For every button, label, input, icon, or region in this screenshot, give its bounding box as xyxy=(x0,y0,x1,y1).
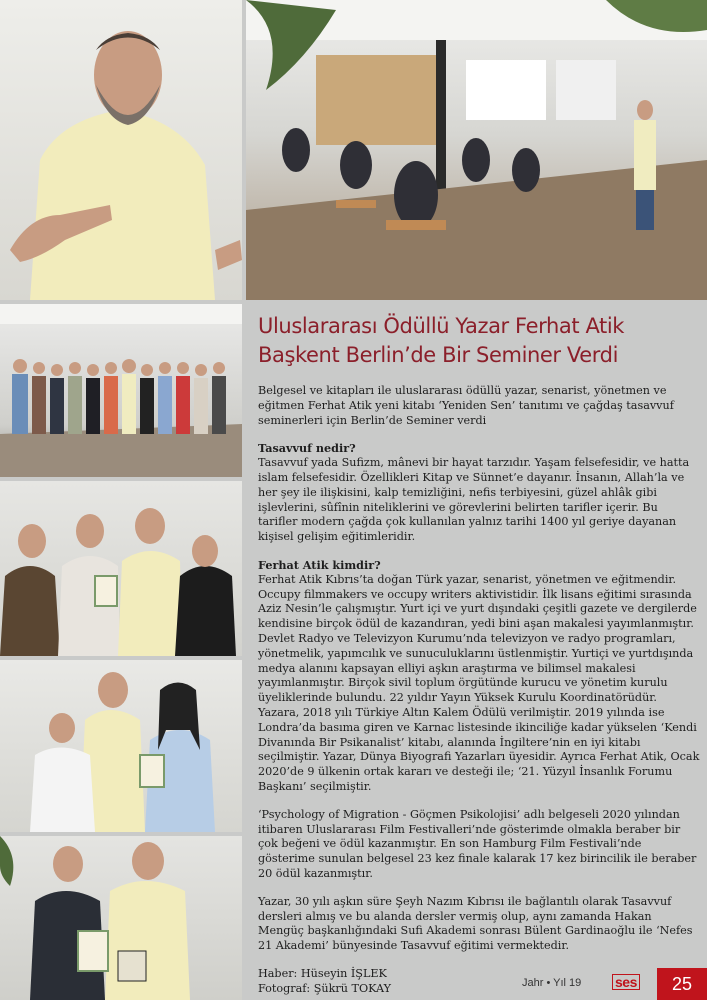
article-body xyxy=(258,384,700,996)
paragraph-education: Yazar, 30 yılı aşkın süre Şeyh Nazım Kıbrısı ile bağlantılı olarak Tasavvuf dersleri almış ve bu alanda dersler vermiş olup, aynı zamanda Hakan Mengüç başkanlığındaki Sufi Akademi sonrası Bülent Gardinaoğlu ile ‘Nefes 21 Akademi’ bünyesinde Tasavvuf eğitimi vermektedir. xyxy=(258,894,693,953)
page-number: 25 xyxy=(657,968,707,1000)
issue-label: Jahr • Yıl 19 xyxy=(522,977,582,989)
paragraph-biography: Ferhat Atik Kıbrıs’ta doğan Türk yazar, senarist, yönetmen ve eğitmendir. Occupy filmmakers ve occupy writers aktivistidir. İlk lisans eğitimi sırasında Aziz Nesin’le çalışmıştır. Yurt içi ve yurt dışındaki çeşitli gazete ve dergilerde kendisine birçok ödül de kazandıran, yedi bini aşan makalesi yayımlanmıştır. Devlet Radyo ve Televizyon Kurumu’nda televizyon ve radyo programları, yönetmelik, yapımcılık ve sunuculuklarını üstlenmiştir. Yurtiçi ve yurtdışında medya alanını kapsayan elliyi aşkın araştırma ve bilimsel makalesi yayımlanmıştır. Birçok sivil toplum örgütünde kurucu ve yönetim kurulu üyeliklerinde bulundu. 22 yıldır Yayın Yüksek Kurulu Koordinatörüdür. Yazara, 2018 yılı Türkiye Altın Kalem Ödülü verilmiştir. 2019 yılında ise Londra’da basıma giren ve Karnac listesinde ikinciliğe kadar yükselen ‘Kendi Divanında Bir Psikanalist’ kitabı, alanında İngiltere’nin en iyi kitabı seçilmiştir. Yazar, Dünya Biyografi Yazarları üyesidir. Ayrıca Ferhat Atik, Ocak 2020’de 9 ülkenin ortak kararı ve desteği ile; ‘21. Yüzyıl İnsanlık Forumu Başkanı’ seçilmiştir. xyxy=(258,572,700,793)
article-intro: Belgesel ve kitapları ile uluslararası ödüllü yazar, senarist, yönetmen ve eğitmen Ferhat Atik yeni kitabı ‘Yeniden Sen’ tanıtımı ve çağdaş tasavvuf seminerleri için Berlin’de Seminer verdi xyxy=(258,384,674,427)
photo-four-people xyxy=(0,481,242,656)
photo-speaker-closeup xyxy=(0,0,242,300)
paragraph-documentary: ‘Psychology of Migration - Göçmen Psikolojisi’ adlı belgeseli 2020 yılından itibaren Uluslararası Film Festivalleri’nde gösterimde olmakla beraber bir çok beğeni ve ödül kazanmıştır. En son Hamburg Film Festivali’nde gösterime sunulan belgesel 23 kez finale kalarak 17 kez birincilik ile beraber 20 ödül kazanmıştır. xyxy=(258,807,697,880)
article-headline xyxy=(258,312,700,370)
page-footer xyxy=(522,968,707,1000)
photo-group xyxy=(0,304,242,477)
photo-two-men xyxy=(0,836,242,1000)
headline-line-1: Uluslararası Ödüllü Yazar Ferhat Atik xyxy=(258,314,625,338)
credit-photo: Fotograf: Şükrü TOKAY xyxy=(258,981,392,995)
photo-three-people xyxy=(0,660,242,832)
section-heading-biography: Ferhat Atik kimdir? xyxy=(258,557,381,572)
headline-line-2: Başkent Berlin’de Bir Seminer Verdi xyxy=(258,343,619,367)
article xyxy=(258,312,700,996)
ses-logo: ses xyxy=(612,974,640,990)
section-heading-tasavvuf: Tasavvuf nedir? xyxy=(258,441,356,456)
credit-news: Haber: Hüseyin İŞLEK xyxy=(258,966,387,980)
paragraph-tasavvuf: Tasavvuf yada Sufizm, mânevi bir hayat tarzıdır. Yaşam felsefesidir, ve hatta islam felsefesidir. Özellikleri Kitap ve Sünnet’e dayanır. İnsanın, Allah’la ve her şey ile ilişkisini, kalp temizliğini, nefis terbiyesini, güzel ahlâk gibi işlevlerini, sûfînin niteliklerini ve görevlerini belirten tarifler içerir. Bu tarifler modern çağda çok kullanılan yalnız tarihi 1400 yıl geriye dayanan kişisel gelişim eğitimleridir. xyxy=(258,456,690,544)
photo-seminar-room xyxy=(246,0,707,300)
